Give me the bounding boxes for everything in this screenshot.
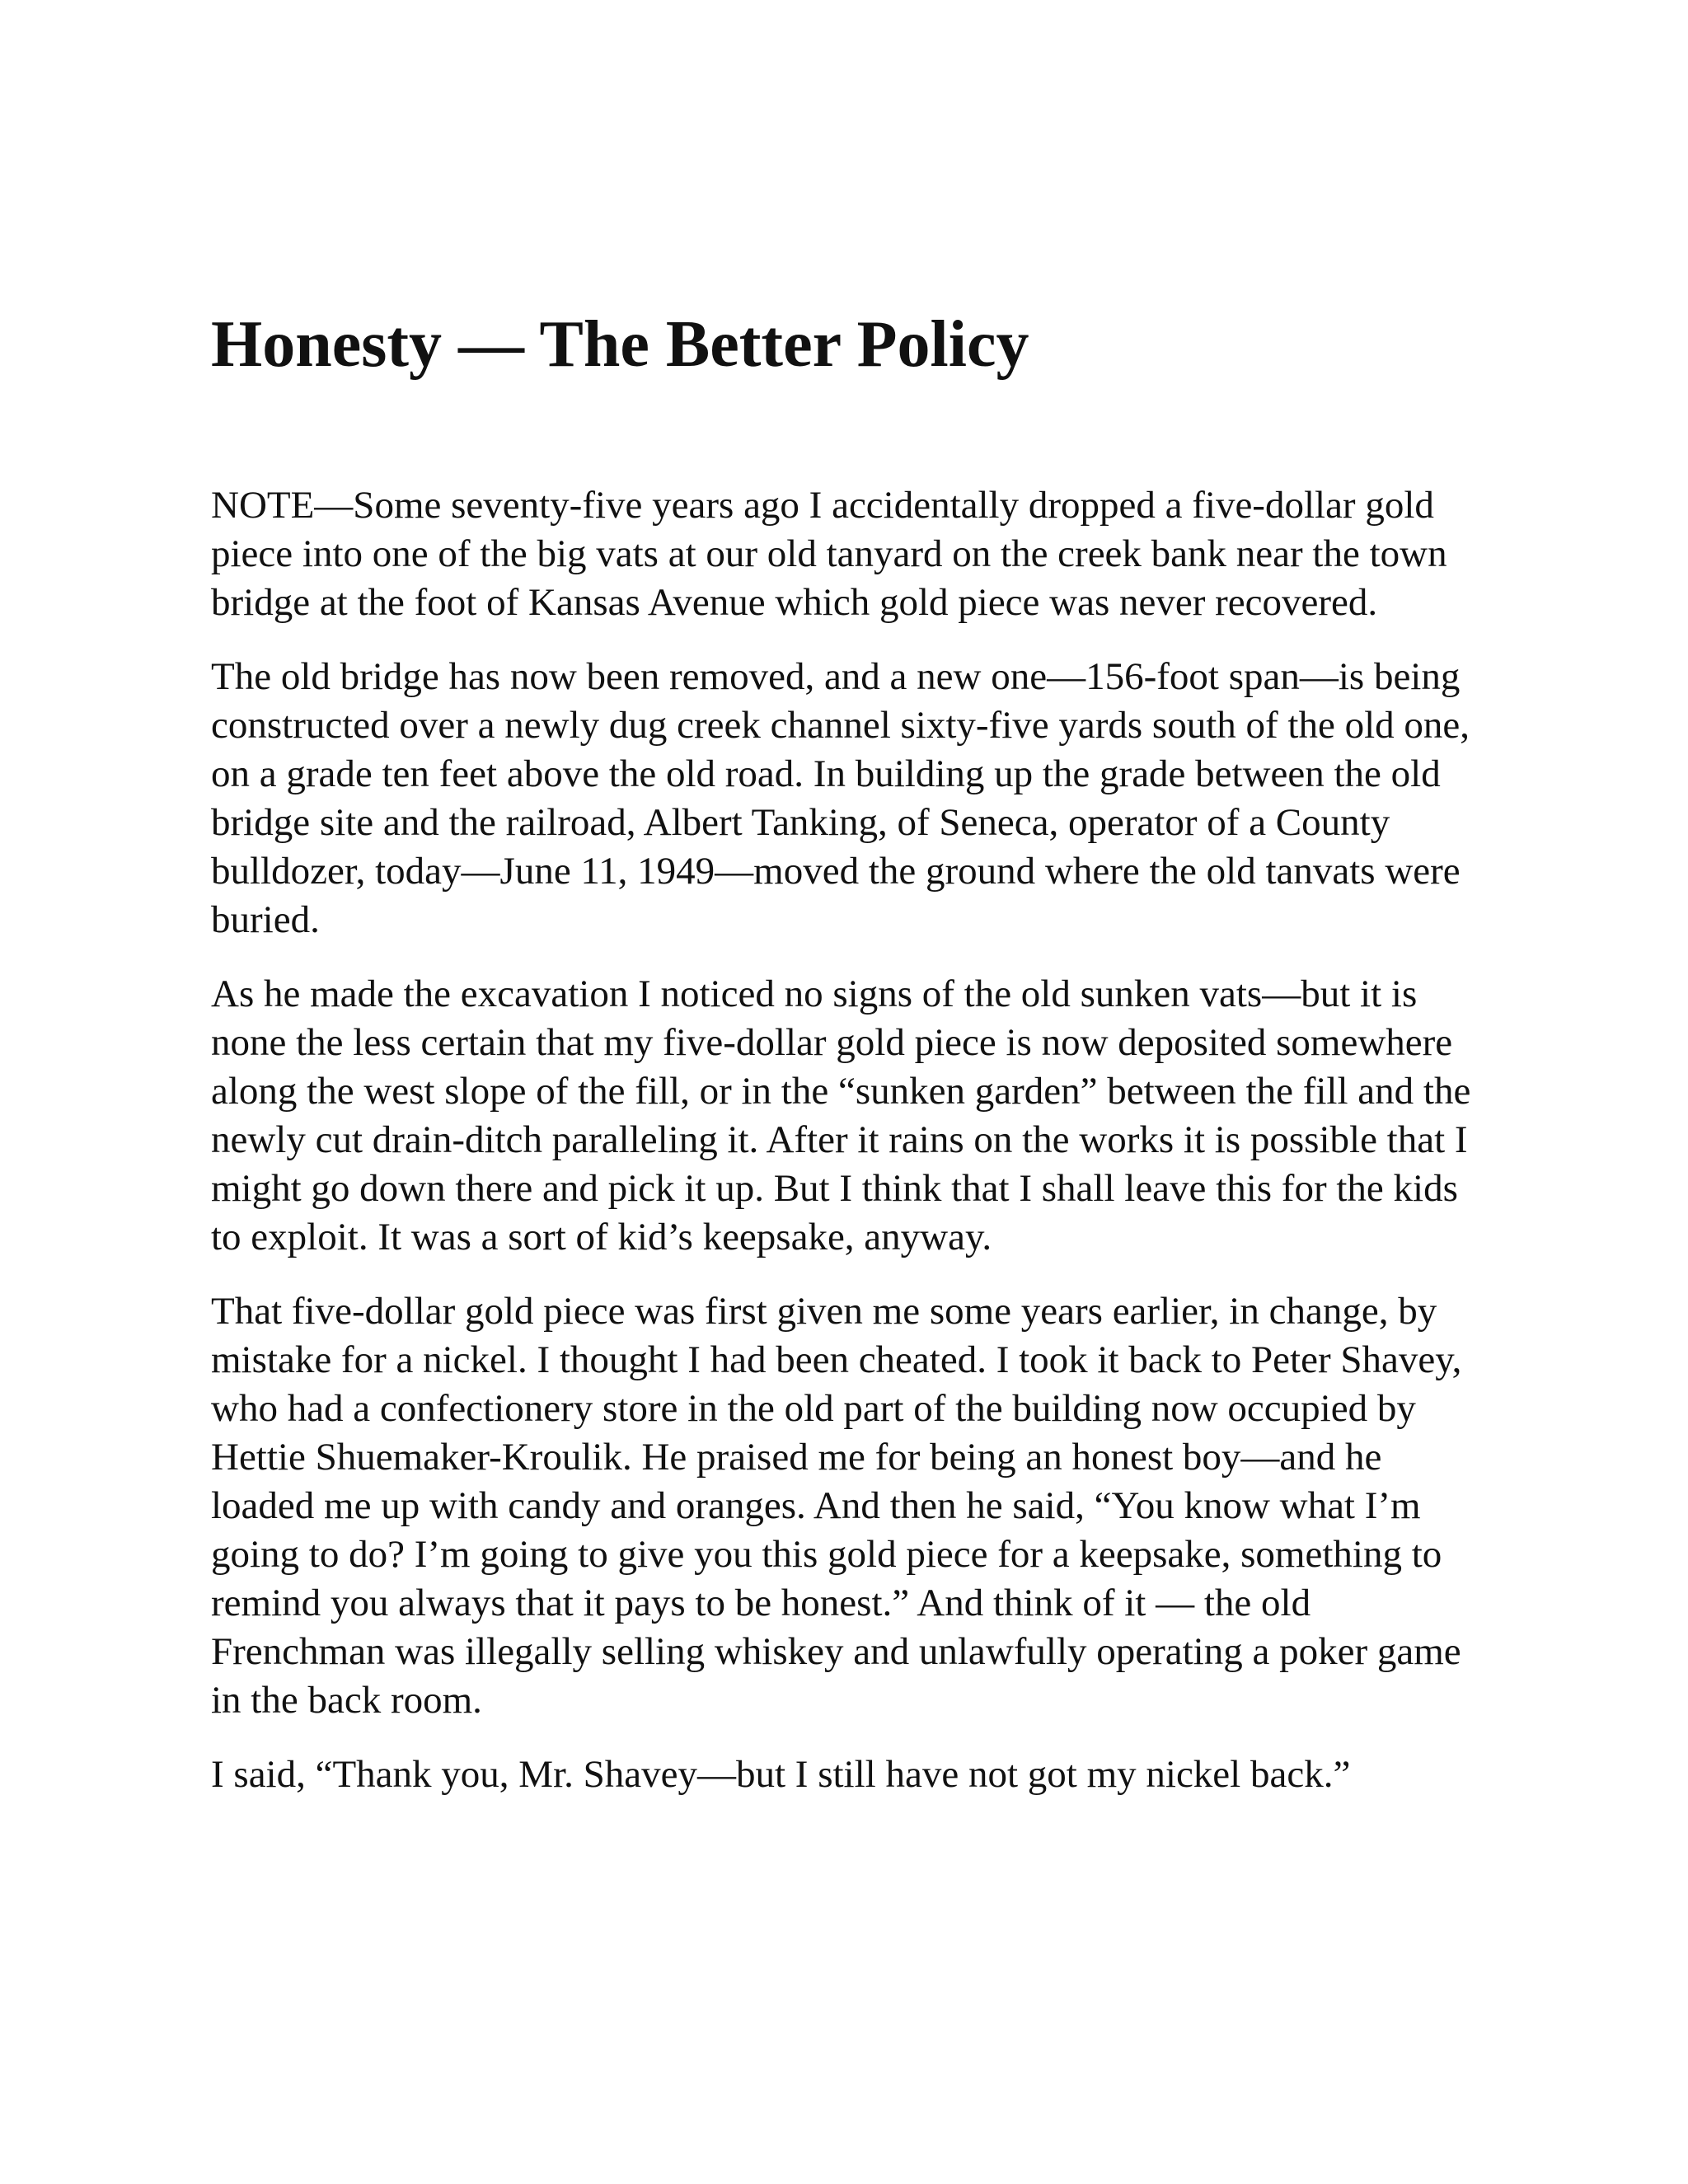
paragraph-excavation: As he made the excavation I noticed no signs of the old sunken vats—but it is none the less certain that my five-dollar gold piece is now deposited somewhere along the west slope of the fill, or in the “sunken garden” between the fill and the newly cut drain-ditch paralleling it. After it rains on the works it is possible that I might go down there and pick it up. But I think that I shall leave this for the kids to exploit. It was a sort of kid’s keepsake, anyway. (211, 972, 1471, 1258)
page-title: Honesty — The Better Policy (211, 308, 1029, 381)
paragraph-closing-quote: I said, “Thank you, Mr. Shavey—but I still have not got my nickel back.” (211, 1753, 1351, 1796)
paragraph-note: NOTE—Some seventy-five years ago I accidentally dropped a five-dollar gold piece into one of the big vats at our old tanyard on the creek bank near the town bridge at the foot of Kansas Avenue which gold piece was never recovered. (211, 484, 1447, 624)
paragraph-bridge: The old bridge has now been removed, and a new one—156-foot span—is being constructed over a newly dug creek channel sixty-five yards south of the old one, on a grade ten feet above the old road. In building up the grade between the old bridge site and the railroad, Albert Tanking, of Seneca, operator of a County bulldozer, today—June 11, 1949—moved the ground where the old tanvats were buried. (211, 655, 1470, 941)
document-body (211, 481, 1480, 1825)
paragraph-gold-piece-story: That five-dollar gold piece was first given me some years earlier, in change, by mistake for a nickel. I thought I had been cheated. I took it back to Peter Shavey, who had a confectionery store in the old part of the building now occupied by Hettie Shuemaker-Kroulik. He praised me for being an honest boy—and he loaded me up with candy and oranges. And then he said, “You know what I’m going to do? I’m going to give you this gold piece for a keepsake, something to remind you always that it pays to be honest.” And think of it — the old Frenchman was illegally selling whiskey and unlawfully operating a poker game in the back room. (211, 1290, 1462, 1722)
